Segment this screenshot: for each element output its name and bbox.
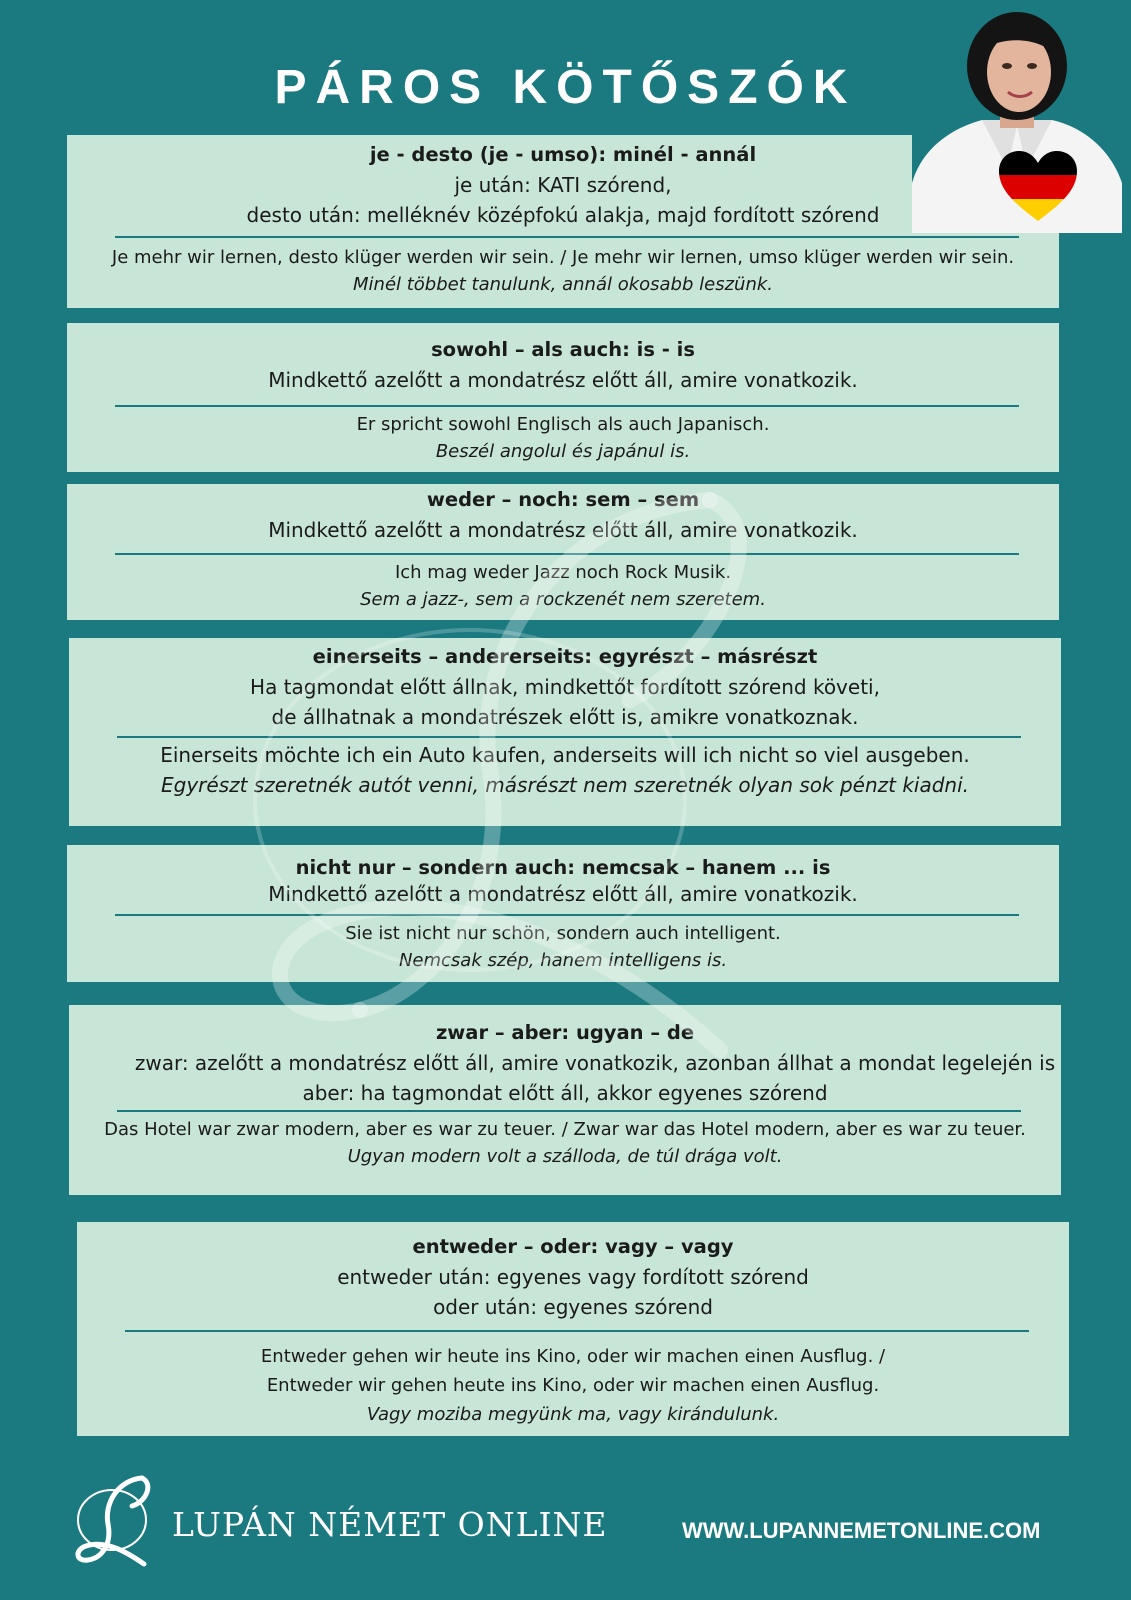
example-sentence: Sie ist nicht nur schön, sondern auch intelligent. <box>345 923 781 944</box>
page-title: PÁROS KÖTŐSZÓK <box>274 61 857 114</box>
card-entweder-oder <box>77 1222 1069 1436</box>
divider <box>115 236 1019 238</box>
card-desc: aber: ha tagmondat előtt áll, akkor egyenes szórend <box>302 1081 828 1105</box>
divider <box>117 1110 1021 1112</box>
example-sentence: Das Hotel war zwar modern, aber es war zu teuer. / Zwar war das Hotel modern, aber es war zu teuer. <box>104 1119 1026 1140</box>
card-heading: nicht nur – sondern auch: nemcsak – hanem ... is <box>295 856 831 879</box>
divider <box>115 914 1019 916</box>
divider <box>117 736 1021 738</box>
card-desc: Mindkettő azelőtt a mondatrész előtt áll, amire vonatkozik. <box>268 368 858 392</box>
card-zwar-aber <box>69 1005 1061 1195</box>
example-translation: Beszél angolul és japánul is. <box>435 441 691 462</box>
german-flag-heart-icon <box>999 151 1077 223</box>
example-sentence: Entweder wir gehen heute ins Kino, oder wir machen einen Ausflug. <box>266 1375 880 1396</box>
divider <box>125 1330 1029 1332</box>
card-heading: sowohl – als auch: is - is <box>431 338 695 361</box>
card-heading: je - desto (je - umso): minél - annál <box>369 143 757 166</box>
card-heading: einerseits – andererseits: egyrészt – másrészt <box>312 645 818 668</box>
card-nicht-nur-sondern-auch <box>67 845 1059 982</box>
card-desc: je után: KATI szórend, <box>454 173 672 197</box>
example-translation: Minél többet tanulunk, annál okosabb leszünk. <box>353 274 773 295</box>
example-translation: Egyrészt szeretnék autót venni, másrészt nem szeretnék olyan sok pénzt kiadni. <box>161 773 969 797</box>
example-sentence: Einerseits möchte ich ein Auto kaufen, anderseits will ich nicht so viel ausgeben. <box>160 743 970 767</box>
divider <box>115 405 1019 407</box>
example-sentence: Entweder gehen wir heute ins Kino, oder wir machen einen Ausflug. / <box>260 1346 886 1367</box>
example-sentence: Er spricht sowohl Englisch als auch Japanisch. <box>356 414 770 435</box>
card-sowohl-als-auch <box>67 323 1059 472</box>
card-heading: entweder – oder: vagy – vagy <box>412 1235 734 1258</box>
card-je-desto <box>67 135 1059 308</box>
example-translation: Nemcsak szép, hanem intelligens is. <box>398 950 728 971</box>
example-translation: Vagy moziba megyünk ma, vagy kirándulunk. <box>366 1404 780 1425</box>
card-heading: weder – noch: sem – sem <box>426 488 700 511</box>
brand-name: LUPÁN NÉMET ONLINE <box>172 1505 608 1544</box>
card-desc: Mindkettő azelőtt a mondatrész előtt áll, amire vonatkozik. <box>268 882 858 906</box>
card-desc: oder után: egyenes szórend <box>433 1295 713 1319</box>
card-einerseits-andererseits <box>69 638 1061 826</box>
example-sentence: Je mehr wir lernen, desto klüger werden wir sein. / Je mehr wir lernen, umso klüger werden wir sein. <box>111 247 1015 268</box>
card-heading: zwar – aber: ugyan – de <box>435 1021 695 1044</box>
card-desc: Ha tagmondat előtt állnak, mindkettőt fordított szórend követi, <box>250 675 880 699</box>
card-weder-noch <box>67 484 1059 620</box>
presenter-photo <box>912 8 1122 233</box>
website-link[interactable]: WWW.LUPANNEMETONLINE.COM <box>682 1518 1041 1543</box>
card-desc: Mindkettő azelőtt a mondatrész előtt áll, amire vonatkozik. <box>268 518 858 542</box>
card-desc: desto után: melléknév középfokú alakja, majd fordított szórend <box>246 203 880 227</box>
example-sentence: Ich mag weder Jazz noch Rock Musik. <box>394 562 732 583</box>
card-desc: entweder után: egyenes vagy fordított szórend <box>337 1265 809 1289</box>
card-desc: zwar: azelőtt a mondatrész előtt áll, amire vonatkozik, azonban állhat a mondat legelején is <box>134 1051 1056 1075</box>
lupan-logo-icon <box>74 1472 154 1568</box>
example-translation: Sem a jazz-, sem a rockzenét nem szeretem. <box>360 589 766 610</box>
example-translation: Ugyan modern volt a szálloda, de túl drága volt. <box>347 1146 783 1167</box>
card-desc: de állhatnak a mondatrészek előtt is, amikre vonatkoznak. <box>271 705 859 729</box>
divider <box>115 553 1019 555</box>
